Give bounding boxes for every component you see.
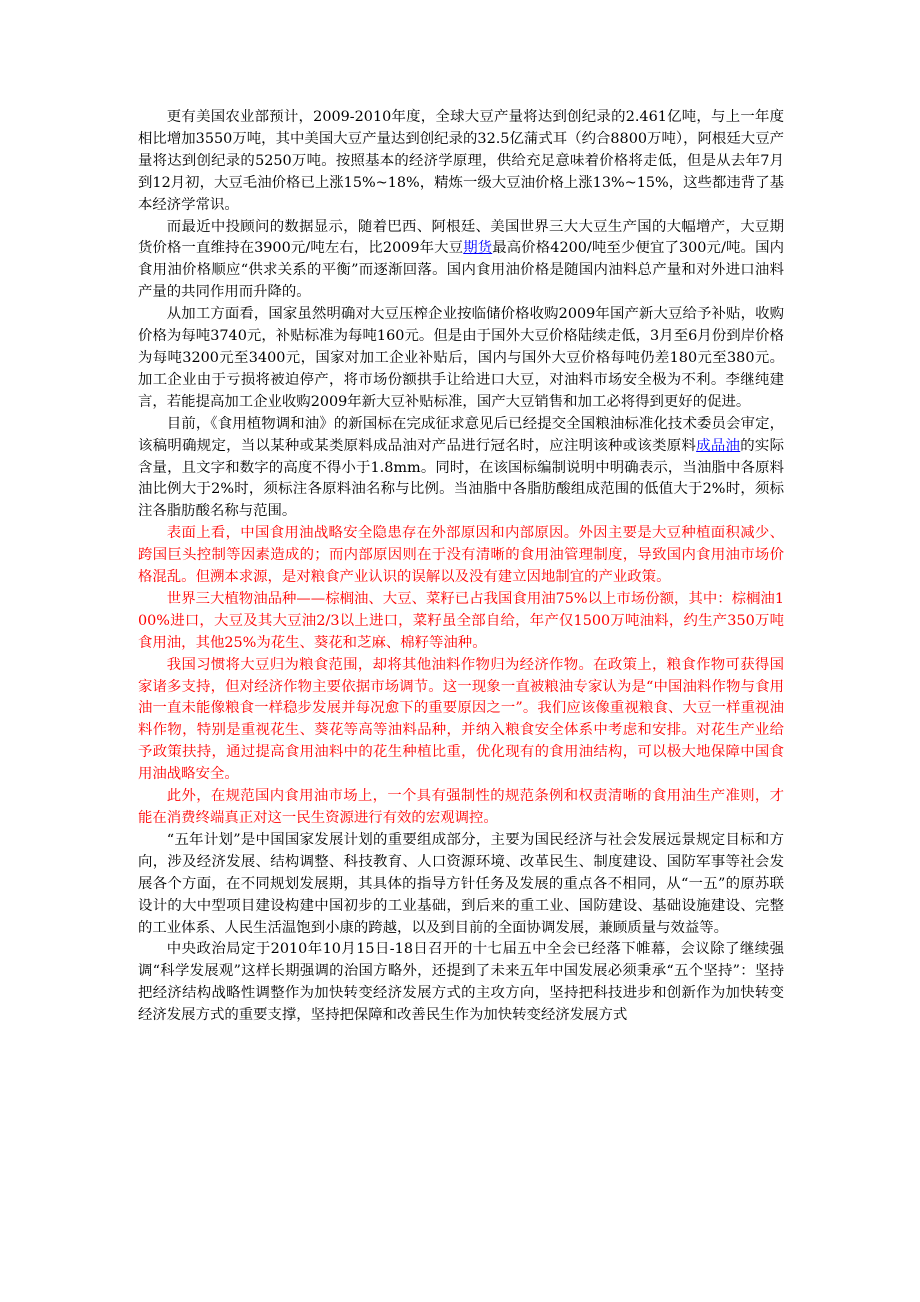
paragraph-5 xyxy=(138,523,784,589)
paragraph-text: 目前，《食用植物调和油》的新国标在完成征求意见后已经提交全国粮油标准化技术委员会审定，该稿明确规定，当以某种或某类原料成品油对产品进行冠名时，应注明该种或该类原料 xyxy=(138,415,784,454)
paragraph-text: 最高价格4200/吨至少便宜了300元/吨。国内食用油价格顺应“供求关系的平衡”而逐渐回落。国内食用油价格是随国内油料总产量和对外进口油料产量的共同作用而升降的。 xyxy=(138,240,784,301)
paragraph-text: 世界三大植物油品种——棕榈油、大豆、菜籽已占我国食用油75%以上市场份额，其中：棕榈油100%进口，大豆及其大豆油2/3以上进口，菜籽虽全部自给，年产仅1500万吨油料，约生产350万吨食用油，其他25%为花生、葵花和芝麻、棉籽等油种。 xyxy=(138,590,784,651)
paragraph-7 xyxy=(138,655,784,786)
futures-link[interactable]: 期货 xyxy=(463,240,493,257)
paragraph-4 xyxy=(138,414,784,524)
paragraph-8 xyxy=(138,786,784,830)
paragraph-10 xyxy=(138,939,784,1027)
paragraph-text: 此外，在规范国内食用油市场上，一个具有强制性的规范条例和权责清晰的食用油生产准则，才能在消费终端真正对这一民生资源进行有效的宏观调控。 xyxy=(138,788,784,826)
paragraph-text: 表面上看，中国食用油战略安全隐患存在外部原因和内部原因。外因主要是大豆种植面积减少、跨国巨头控制等因素造成的；而内部原因则在于没有清晰的食用油管理制度，导致国内食用油市场价格混乱。但溯本求源，是对粮食产业认识的误解以及没有建立因地制宜的产业政策。 xyxy=(138,525,784,586)
paragraph-3 xyxy=(138,304,784,414)
paragraph-text: 更有美国农业部预计，2009-2010年度，全球大豆产量将达到创纪录的2.461亿吨，与上一年度相比增加3550万吨，其中美国大豆产量达到创纪录的32.5亿蒲式耳（约合8800万吨），阿根廷大豆产量将达到创纪录的5250万吨。按照基本的经济学原理，供给充足意味着价格将走低，但是从去年7月到12月初，大豆毛油价格已上涨15%~18%，精炼一级大豆油价格上涨13%~15%，这些都违背了基本经济学常识。 xyxy=(138,109,784,213)
paragraph-6 xyxy=(138,589,784,655)
paragraph-text: 的实际含量，且文字和数字的高度不得小于1.8mm。同时，在该国标编制说明中明确表示，当油脂中各原料油比例大于2%时，须标注各原料油名称与比例。当油脂中各脂肪酸组成范围的低值大于2%时，须标注各脂肪酸名称与范围。 xyxy=(138,437,784,520)
finished-oil-link[interactable]: 成品油 xyxy=(696,437,741,454)
paragraph-2 xyxy=(138,217,784,305)
paragraph-1 xyxy=(138,107,784,217)
paragraph-text: 我国习惯将大豆归为粮食范围，却将其他油料作物归为经济作物。在政策上，粮食作物可获得国家诸多支持，但对经济作物主要依据市场调节。这一现象一直被粮油专家认为是“中国油料作物与食用油一直未能像粮食一样稳步发展并每况愈下的重要原因之一”。我们应该像重视粮食、大豆一样重视油料作物，特别是重视花生、葵花等高等油料品种，并纳入粮食安全体系中考虑和安排。对花生产业给予政策扶持，通过提高食用油料中的花生种植比重，优化现有的食用油结构，可以极大地保障中国食用油战略安全。 xyxy=(138,656,784,783)
paragraph-9 xyxy=(138,830,784,940)
paragraph-text: “五年计划”是中国国家发展计划的重要组成部分，主要为国民经济与社会发展远景规定目标和方向，涉及经济发展、结构调整、科技教育、人口资源环境、改革民生、制度建设、国防军事等社会发展各个方面，在不同规划发展期，其具体的指导方针任务及发展的重点各不相同，从“一五”的原苏联设计的大中型项目建设构建中国初步的工业基础，到后来的重工业、国防建设、基础设施建设、完整的工业体系、人民生活温饱到小康的跨越，以及到目前的全面协调发展，兼顾质量与效益等。 xyxy=(138,831,784,936)
document-body xyxy=(138,107,784,1027)
paragraph-text: 而最近中投顾问的数据显示，随着巴西、阿根廷、美国世界三大大豆生产国的大幅增产，大豆期货价格一直维持在3900元/吨左右，比2009年大豆 xyxy=(138,218,784,257)
paragraph-text: 从加工方面看，国家虽然明确对大豆压榨企业按临储价格收购2009年国产新大豆给予补贴，收购价格为每吨3740元，补贴标准为每吨160元。但是由于国外大豆价格陆续走低，3月至6月份到岸价格为每吨3200元至3400元，国家对加工企业补贴后，国内与国外大豆价格每吨仍差180元至380元。加工企业由于亏损将被迫停产，将市场份额拱手让给进口大豆，对油料市场安全极为不利。李继纯建言，若能提高加工企业收购2009年新大豆补贴标准，国产大豆销售和加工必将得到更好的促进。 xyxy=(138,306,784,410)
paragraph-text: 中央政治局定于2010年10月15日-18日召开的十七届五中全会已经落下帷幕，会议除了继续强调“科学发展观”这样长期强调的治国方略外，还提到了未来五年中国发展必须秉承“五个坚持”：坚持把经济结构战略性调整作为加快转变经济发展方式的主攻方向，坚持把科技进步和创新作为加快转变经济发展方式的重要支撑，坚持把保障和改善民生作为加快转变经济发展方式 xyxy=(138,941,784,1024)
